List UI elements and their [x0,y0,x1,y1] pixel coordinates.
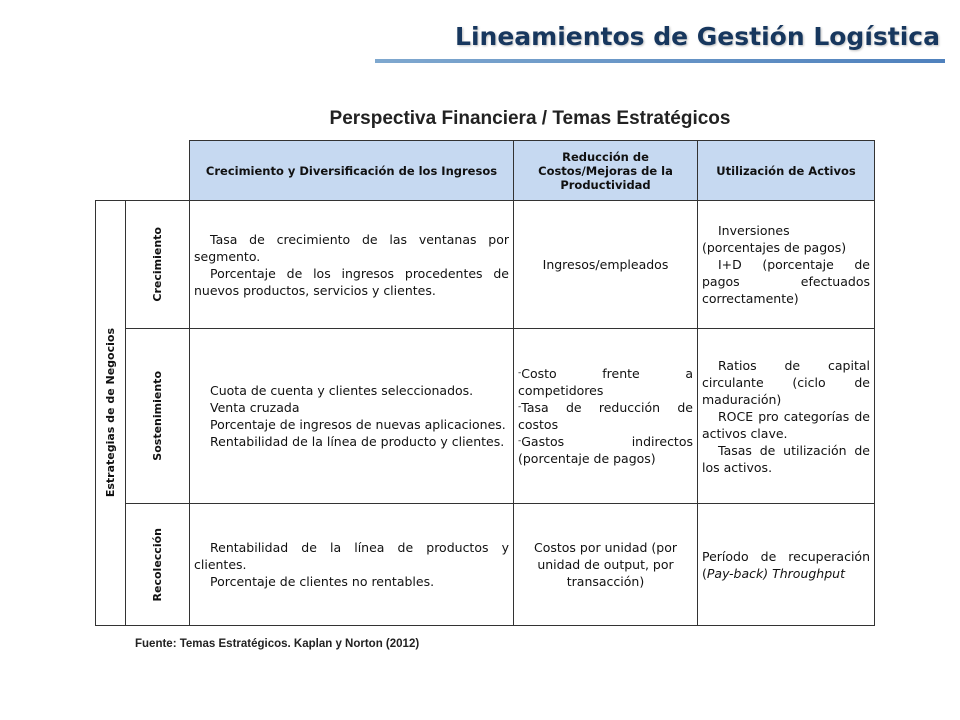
cell-line: - Gastos indirectos (porcentaje de pagos) [518,433,693,467]
row-header-cell-crecimiento [125,200,190,329]
cell-line: - Tasa de reducción de costos [518,399,693,433]
cell-line: Porcentaje de clientes no rentables. [210,574,435,589]
cell-line: Ratios de capital circulante (ciclo de maduración) [702,357,870,407]
cell-line: - Costo frente a competidores [518,365,693,399]
column-header-growth: Crecimiento y Diversificación de los Ingresos [189,140,514,201]
cell-line: Ingresos/empleados [542,257,669,272]
title-underline [375,59,945,63]
row-label-recoleccion: Recolección [151,527,164,602]
cell-sostenimiento-assets [697,328,875,504]
row-group-label: Estrategias de de Negocios [104,328,117,498]
table-corner [95,140,190,201]
cell-line: Cuota de cuenta y clientes seleccionados. [210,383,474,398]
table-subtitle: Perspectiva Financiera / Temas Estratégicos [329,108,731,129]
cell-line: Porcentaje de ingresos de nuevas aplicaciones. [210,417,506,432]
cell-crecimiento-cost [513,200,698,329]
slide-title: Lineamientos de Gestión Logística [455,22,940,51]
cell-line: I+D (porcentaje de pagos efectuados correctamente) [702,257,870,306]
cell-line: Tasa de crecimiento de las ventanas por segmento. [194,231,509,264]
cell-line: Tasas de utilización de los activos. [702,442,870,475]
cell-line: Venta cruzada [210,400,300,415]
row-label-crecimiento: Crecimiento [151,227,164,302]
cell-line [702,548,870,582]
cell-crecimiento-assets [697,200,875,329]
cell-sostenimiento-growth [189,328,514,504]
row-group-cell [95,200,126,626]
strategy-table [96,141,875,626]
cell-text-italic: Pay-back) Throughput [706,565,845,581]
cell-line: Rentabilidad de la línea de producto y clientes. [210,434,505,449]
source-note: Fuente: Temas Estratégicos. Kaplan y Norton (2012) [135,638,420,650]
cell-sostenimiento-cost [513,328,698,504]
row-header-cell-sostenimiento [125,328,190,504]
row-header-cell-recoleccion [125,503,190,626]
cell-text-plain: Período de recuperación ( [702,548,870,581]
cell-line: Inversiones (porcentajes de pagos) [702,223,847,255]
cell-line: Porcentaje de los ingresos procedentes de nuevos productos, servicios y clientes. [194,265,509,298]
cell-recoleccion-growth [189,503,514,626]
column-header-asset-utilization: Utilización de Activos [697,140,875,201]
cell-line: Rentabilidad de la línea de productos y clientes. [194,540,509,572]
cell-line: ROCE pro categorías de activos clave. [702,408,870,441]
cell-recoleccion-assets [697,503,875,626]
cell-recoleccion-cost [513,503,698,626]
column-header-cost-reduction: Reducción de Costos/Mejoras de la Productividad [513,140,698,201]
cell-crecimiento-growth [189,200,514,329]
cell-line: Costos por unidad (por unidad de output, por transacción) [533,540,678,589]
row-label-sostenimiento: Sostenimiento [151,371,164,461]
